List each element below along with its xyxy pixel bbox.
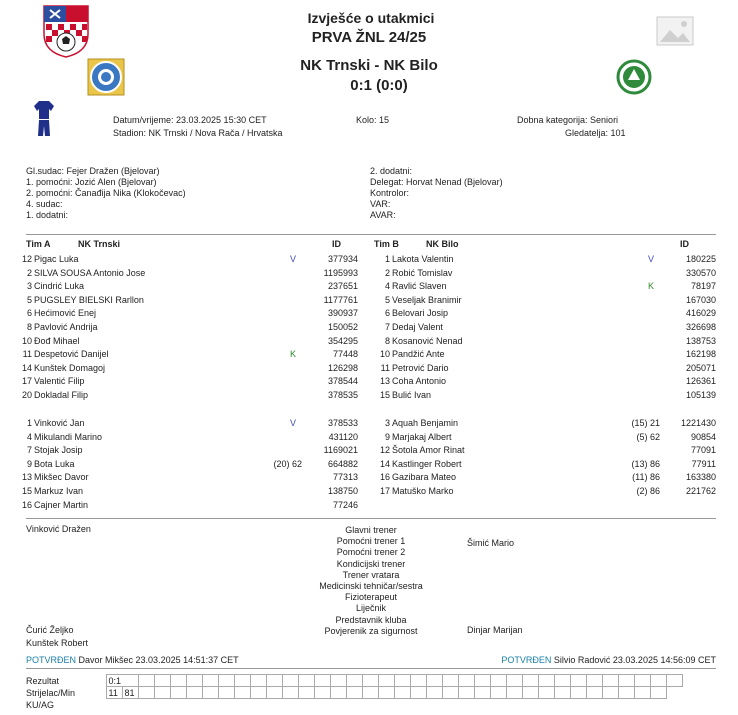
player-name: Kunštek Domagoj [34, 362, 106, 373]
sheet-cell [234, 675, 250, 687]
sheet-cell [346, 675, 362, 687]
player-number: 7 [26, 445, 32, 456]
player-row [374, 362, 716, 375]
player-name: Veseljak Branimir [392, 294, 462, 305]
player-id: 237651 [327, 281, 358, 292]
player-id: 1195993 [323, 267, 358, 278]
player-number: 14 [21, 362, 32, 373]
sheet-cell [266, 687, 282, 699]
player-substitution: (13) 86 [631, 458, 660, 469]
sheet-cell [554, 687, 570, 699]
player-id: 180225 [685, 254, 716, 264]
player-id: 1169021 [323, 445, 358, 456]
sheet-cell [218, 687, 234, 699]
player-row [16, 362, 358, 375]
player-name: Despetović Danijel [34, 349, 109, 360]
player-number: 10 [21, 335, 32, 346]
player-number: 15 [379, 390, 390, 400]
player-row [374, 375, 716, 388]
player-row [16, 389, 358, 402]
divider [26, 518, 716, 519]
player-id: 1221430 [680, 418, 716, 428]
player-name: Robić Tomislav [392, 267, 453, 278]
player-number: 16 [21, 499, 32, 510]
staff-role: Pomoćni trener 1 [336, 536, 406, 547]
staff-role: Glavni trener [345, 525, 397, 535]
sheet-cell [170, 675, 186, 687]
confirm-status: POTVRĐEN [26, 655, 77, 665]
player-id: 416029 [685, 308, 716, 319]
report-title: Izvješće o utakmici [307, 10, 435, 26]
sheet-cell [298, 675, 314, 687]
age-category: Dobna kategorija: Seniori [517, 115, 619, 125]
player-number: 10 [379, 349, 390, 360]
player-row [374, 335, 716, 348]
player-id: 326698 [685, 322, 716, 332]
sheet-cell [138, 687, 154, 699]
sheet-cell [282, 687, 298, 699]
player-row [16, 499, 358, 512]
sheet-cell [634, 675, 650, 687]
player-id: 1177761 [323, 294, 358, 305]
player-name: Petrović Dario [392, 362, 449, 373]
sheet-cell [586, 687, 602, 699]
sheet-cell [458, 675, 474, 687]
player-id: 77313 [332, 472, 358, 483]
player-name: Aquah Benjamin [392, 418, 459, 428]
sheet-cell [346, 687, 362, 699]
sheet-cell [442, 675, 458, 687]
sheet-cell [650, 675, 666, 687]
player-mark: V [290, 418, 297, 428]
sheet-cell [298, 687, 314, 699]
player-substitution: (20) 62 [273, 458, 302, 469]
player-name: Belovari Josip [392, 308, 449, 319]
player-number: 2 [26, 267, 32, 278]
sheet-cell [490, 675, 506, 687]
competition-title: PRVA ŽNL 24/25 [311, 29, 427, 46]
player-id: 150052 [327, 322, 358, 332]
official-row: 2. dodatni: [370, 166, 413, 176]
sheet-cell [602, 675, 618, 687]
sheet-cell [522, 687, 538, 699]
player-name: Cajner Martin [34, 499, 89, 510]
player-id: 378533 [327, 418, 358, 428]
jersey-icon [33, 100, 55, 138]
sheet-cell [250, 675, 266, 687]
sheet-cell [634, 687, 650, 699]
player-row [16, 294, 358, 307]
player-substitution: (5) 62 [636, 431, 660, 442]
sheet-cell [250, 687, 266, 699]
sheet-cell [394, 687, 410, 699]
player-name: Cindrić Luka [34, 281, 85, 292]
player-number: 16 [379, 472, 390, 483]
player-number: 2 [384, 267, 390, 278]
player-id: 126298 [327, 362, 358, 373]
player-name: Bulić Ivan [392, 390, 432, 400]
player-name: Šotola Amor Rinat [392, 445, 465, 456]
sheet-cell [362, 687, 378, 699]
player-row [16, 267, 358, 280]
player-number: 17 [21, 376, 32, 387]
player-name: Pandžić Ante [392, 349, 445, 360]
sheet-cell [330, 687, 346, 699]
player-number: 8 [384, 335, 390, 346]
result-value: 0:1 [106, 675, 138, 687]
sheet-cell [394, 675, 410, 687]
player-number: 5 [384, 294, 390, 305]
sheet-cell [474, 675, 490, 687]
player-row [374, 321, 716, 334]
sheet-cell [554, 675, 570, 687]
sheet-cell [202, 675, 218, 687]
staff-role: Predstavnik kluba [335, 614, 407, 625]
player-row [374, 307, 716, 320]
player-id: 330570 [685, 267, 716, 278]
player-substitution: (11) 86 [632, 472, 660, 483]
team-a-name: NK Trnski [78, 239, 121, 249]
player-id: 77448 [332, 349, 358, 360]
officials-left [26, 166, 186, 221]
sheet-cell [218, 675, 234, 687]
player-row [374, 417, 716, 430]
sheet-cell [154, 675, 170, 687]
card-label: KU/AG [26, 699, 55, 710]
sheet-cell [490, 687, 506, 699]
player-name: Mikulandi Marino [34, 431, 103, 442]
staff-role: Povjerenik za sigurnost [324, 625, 418, 636]
player-row [374, 348, 716, 361]
player-row [16, 307, 358, 320]
player-mark: V [648, 254, 655, 264]
player-name: Valentić Filip [34, 376, 85, 387]
player-id: 390937 [327, 308, 358, 319]
staff-role: Medicinski tehničar/sestra [319, 581, 423, 592]
officials-right [370, 166, 503, 221]
player-name: Coha Antonio [392, 376, 447, 387]
sheet-cell [506, 687, 522, 699]
player-row [16, 458, 358, 471]
match-score: 0:1 (0:0) [350, 77, 408, 94]
player-row [16, 444, 358, 457]
scorer-minute: 81 [122, 687, 138, 699]
sheet-cell [570, 675, 586, 687]
staff-role: Pomoćni trener 2 [336, 547, 406, 558]
player-number: 11 [380, 362, 390, 373]
sheet-cell [266, 675, 282, 687]
player-number: 5 [26, 294, 32, 305]
player-id: 162198 [685, 349, 716, 360]
player-name: Pavlović Andrija [34, 322, 98, 332]
player-row [16, 335, 358, 348]
sheet-cell [458, 687, 474, 699]
player-number: 12 [379, 445, 390, 456]
player-number: 1 [384, 254, 390, 264]
player-row [16, 431, 358, 444]
player-id: 664882 [327, 458, 358, 469]
staff-role: Fizioterapeut [344, 592, 398, 603]
player-substitution: (15) 21 [631, 418, 660, 428]
player-number: 9 [384, 431, 390, 442]
player-row [374, 471, 716, 484]
player-row [374, 267, 716, 280]
player-number: 13 [379, 376, 390, 387]
player-mark: V [290, 254, 297, 264]
team-a-header [26, 238, 366, 251]
player-row [374, 431, 716, 444]
confirm-text: Davor Mikšec 23.03.2025 14:51:37 CET [78, 655, 239, 665]
team-b-label: Tim B [374, 239, 399, 249]
sheet-cell [362, 675, 378, 687]
sheet-cell [410, 675, 426, 687]
staff-roles [260, 525, 482, 637]
player-id: 431120 [328, 431, 358, 442]
official-row: 4. sudac: [26, 199, 63, 209]
player-row [16, 471, 358, 484]
player-id: 77911 [691, 458, 716, 469]
team-a-head-coach: Vinković Dražen [26, 524, 91, 534]
staff-role: Trener vratara [342, 569, 400, 580]
sheet-cell [378, 687, 394, 699]
sheet-cell [522, 675, 538, 687]
staff-role: Kondicijski trener [336, 558, 406, 569]
player-id: 105139 [685, 390, 716, 400]
sheet-cell [314, 675, 330, 687]
official-row: Gl.sudac: Fejer Dražen (Bjelovar) [26, 166, 160, 176]
player-name: Dedaj Valent [392, 322, 443, 332]
sheet-cell [426, 687, 442, 699]
player-substitution: (2) 86 [636, 486, 660, 496]
team-a-security: Kunštek Robert [26, 638, 89, 648]
player-id: 378535 [327, 390, 358, 400]
match-title: NK Trnski - NK Bilo [300, 57, 438, 74]
player-id: 90854 [690, 431, 716, 442]
sheet-cell [138, 675, 154, 687]
player-row [374, 458, 716, 471]
player-number: 8 [26, 322, 32, 332]
official-row: Kontrolor: [370, 188, 410, 198]
player-id: 78197 [690, 281, 716, 292]
player-name: Lakota Valentin [392, 254, 454, 264]
confirm-text: Silvio Radović 23.03.2025 14:56:09 CET [553, 655, 716, 665]
sheet-cell [426, 675, 442, 687]
sheet-cell [186, 675, 202, 687]
player-number: 6 [384, 308, 390, 319]
sheet-cell [378, 675, 394, 687]
player-row [374, 253, 716, 266]
player-number: 4 [26, 431, 32, 442]
player-number: 6 [26, 308, 32, 319]
player-number: 11 [22, 349, 32, 360]
player-name: SILVA SOUSA Antonio Jose [34, 267, 146, 278]
player-name: Stojak Josip [34, 445, 83, 456]
player-number: 4 [384, 281, 390, 292]
match-round: Kolo: 15 [356, 115, 390, 125]
player-number: 9 [26, 458, 32, 469]
sheet-cell [538, 675, 554, 687]
sheet-cell [234, 687, 250, 699]
staff-role: Liječnik [355, 603, 386, 614]
player-name: Kastlinger Robert [392, 458, 462, 469]
official-row: 1. pomoćni: Jozić Alen (Bjelovar) [26, 177, 157, 187]
official-row: AVAR: [370, 210, 396, 220]
official-row: VAR: [370, 199, 391, 209]
player-name: Đođ Mihael [34, 335, 80, 346]
spectators: Gledatelja: 101 [565, 128, 626, 138]
player-row [16, 280, 358, 293]
sheet-cell [650, 687, 666, 699]
team-b-id-header: ID [680, 239, 689, 249]
sheet-cell [330, 675, 346, 687]
player-number: 1 [26, 418, 32, 428]
confirm-status: POTVRĐEN [501, 655, 552, 665]
sheet-cell [506, 675, 522, 687]
player-id: 221762 [685, 486, 716, 496]
player-row [374, 294, 716, 307]
player-row [374, 389, 716, 402]
player-name: Vinković Jan [34, 418, 85, 428]
player-id: 205071 [685, 362, 716, 373]
official-row: 1. dodatni: [26, 210, 69, 220]
player-number: 15 [21, 486, 32, 496]
official-row: Delegat: Horvat Nenad (Bjelovar) [370, 177, 503, 187]
player-number: 12 [21, 254, 32, 264]
sheet-cell [282, 675, 298, 687]
player-name: Kosanović Nenad [392, 335, 463, 346]
player-mark: K [648, 281, 655, 292]
player-id: 138750 [327, 486, 358, 496]
player-id: 167030 [685, 294, 716, 305]
player-name: Markuz Ivan [34, 486, 84, 496]
sheet-cell [410, 687, 426, 699]
result-label: Rezultat [26, 675, 60, 686]
official-row: 2. pomoćni: Čanađija Nika (Klokočevac) [26, 188, 186, 198]
player-row [16, 375, 358, 388]
player-row [16, 321, 358, 334]
sheet-cell [618, 675, 634, 687]
sheet-cell [586, 675, 602, 687]
divider [26, 234, 716, 235]
sheet-cell [154, 687, 170, 699]
sheet-cell [570, 687, 586, 699]
team-b-club-rep: Dinjar Marijan [467, 625, 523, 635]
player-row [374, 444, 716, 457]
sheet-cell [170, 687, 186, 699]
sheet-cell [186, 687, 202, 699]
player-name: Ravlić Slaven [392, 281, 447, 292]
sheet-cell [538, 687, 554, 699]
sheet-cell [202, 687, 218, 699]
sheet-cell [666, 675, 682, 687]
player-id: 77246 [332, 499, 358, 510]
player-name: Matuško Marko [392, 486, 454, 496]
player-row [16, 348, 358, 361]
score-sheet [26, 674, 683, 711]
scorer-number: 11 [106, 687, 122, 699]
sheet-cell [474, 687, 490, 699]
player-name: Gazibara Mateo [392, 472, 457, 483]
player-number: 14 [379, 458, 390, 469]
team-a-id-header: ID [332, 239, 341, 249]
player-id: 378544 [327, 376, 358, 387]
player-name: Bota Luka [34, 458, 75, 469]
player-number: 17 [379, 486, 390, 496]
player-id: 126361 [685, 376, 716, 387]
player-name: Dokladal Filip [34, 390, 89, 400]
player-row [16, 485, 358, 498]
player-name: PUGSLEY BIELSKI Rarllon [34, 294, 144, 305]
match-stadium: Stadion: NK Trnski / Nova Rača / Hrvatska [113, 128, 283, 138]
player-number: 20 [21, 390, 32, 400]
player-name: Pigac Luka [34, 254, 79, 264]
player-mark: K [290, 349, 297, 360]
player-number: 7 [384, 322, 390, 332]
sheet-cell [618, 687, 634, 699]
sheet-cell [442, 687, 458, 699]
team-b-asst-coach: Šimić Mario [467, 538, 515, 548]
player-name: Hećimović Enej [34, 308, 97, 319]
player-row [374, 485, 716, 498]
team-b-header [374, 238, 716, 251]
divider [26, 668, 716, 669]
player-id: 138753 [685, 335, 716, 346]
player-number: 13 [21, 472, 32, 483]
confirm-right [501, 655, 716, 666]
player-row [374, 280, 716, 293]
player-id: 354295 [327, 335, 358, 346]
player-name: Marjakaj Albert [392, 431, 452, 442]
player-id: 377934 [327, 254, 358, 264]
player-number: 3 [26, 281, 32, 292]
sheet-cell [314, 687, 330, 699]
scorer-label: Strijelac/Min [26, 687, 76, 698]
team-b-name: NK Bilo [426, 239, 459, 249]
match-datetime: Datum/vrijeme: 23.03.2025 15:30 CET [113, 115, 267, 125]
player-id: 163380 [685, 472, 716, 483]
player-name: Mikšec Davor [34, 472, 89, 483]
player-row [16, 417, 358, 430]
player-id: 77091 [690, 445, 716, 456]
team-a-label: Tim A [26, 239, 51, 249]
player-row [16, 253, 358, 266]
team-a-club-rep: Čurić Željko [26, 625, 74, 635]
sheet-cell [602, 687, 618, 699]
confirm-left [26, 655, 239, 666]
player-number: 3 [384, 418, 390, 428]
